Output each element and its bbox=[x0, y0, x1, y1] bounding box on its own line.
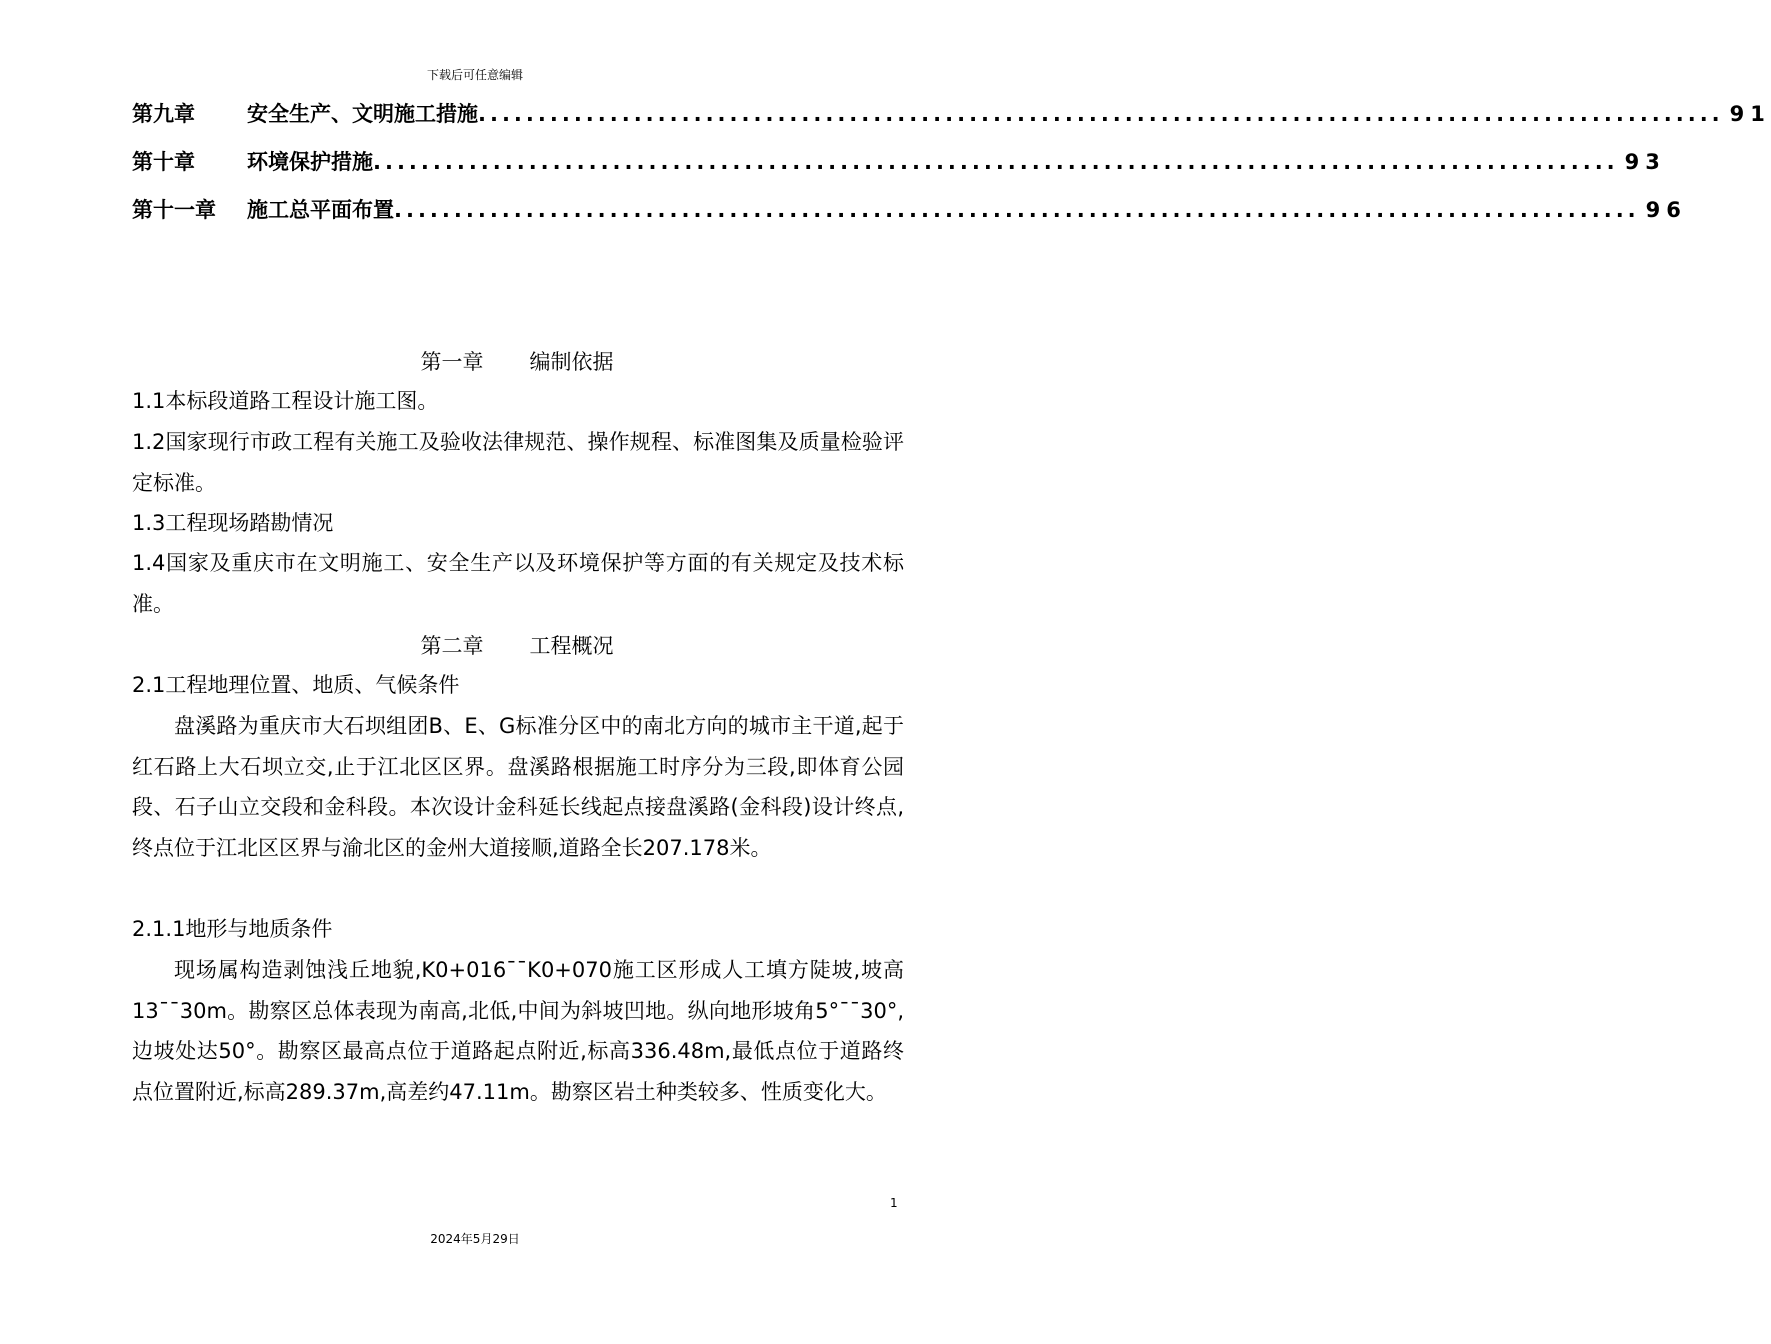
toc-chapter-title: 环境保护措施 bbox=[247, 150, 373, 174]
section-2-1-1-heading: 2.1.1地形与地质条件 bbox=[132, 917, 333, 941]
toc-chapter-title: 施工总平面布置 bbox=[247, 198, 394, 222]
toc-leader-dots: ........................................................................................................ bbox=[394, 198, 1640, 222]
toc-chapter-number: 第九章 bbox=[132, 102, 195, 126]
toc-page-number: 93 bbox=[1624, 150, 1666, 174]
chapter-number: 第一章 bbox=[420, 350, 484, 374]
basis-item-2: 1.2国家现行市政工程有关施工及验收法律规范、操作规程、标准图集及质量检验评定标准。 bbox=[132, 430, 904, 495]
toc-chapter-number: 第十一章 bbox=[132, 198, 216, 222]
toc-entry-chapter-9[interactable] bbox=[132, 98, 1771, 128]
basis-item-3: 1.3工程现场踏勘情况 bbox=[132, 511, 334, 535]
page-footer-date: 2024年5月29日 bbox=[430, 1232, 520, 1246]
page-number: 1 bbox=[890, 1196, 898, 1210]
toc-entry-chapter-10[interactable] bbox=[132, 146, 1666, 176]
chapter-number: 第二章 bbox=[420, 634, 484, 658]
toc-leader-dots: ........................................................................................................ bbox=[478, 102, 1724, 126]
toc-page-number: 91 bbox=[1729, 102, 1771, 126]
toc-leader-dots: ........................................................................................................ bbox=[373, 150, 1619, 174]
section-2-1-paragraph: 盘溪路为重庆市大石坝组团B、E、G标准分区中的南北方向的城市主干道,起于红石路上大石坝立交,止于江北区区界。盘溪路根据施工时序分为三段,即体育公园段、石子山立交段和金科段。本次设计金科延长线起点接盘溪路(金科段)设计终点,终点位于江北区区界与渝北区的金州大道接顺,道路全长207.178米。 bbox=[132, 714, 904, 860]
chapter-1-heading bbox=[132, 346, 902, 376]
basis-item-1: 1.1本标段道路工程设计施工图。 bbox=[132, 389, 439, 413]
section-2-1-1-paragraph: 现场属构造剥蚀浅丘地貌,K0+016¯¯K0+070施工区形成人工填方陡坡,坡高13¯¯30m。勘察区总体表现为南高,北低,中间为斜坡凹地。纵向地形坡角5°¯¯30°,边坡处达50°。勘察区最高点位于道路起点附近,标高336.48m,最低点位于道路终点位置附近,标高289.37m,高差约47.11m。勘察区岩土种类较多、性质变化大。 bbox=[132, 958, 904, 1104]
toc-chapter-title: 安全生产、文明施工措施 bbox=[247, 102, 478, 126]
toc-entry-chapter-11[interactable] bbox=[132, 194, 1687, 224]
chapter-2-heading bbox=[132, 630, 902, 660]
section-2-1-heading: 2.1工程地理位置、地质、气候条件 bbox=[132, 673, 460, 697]
basis-item-4: 1.4国家及重庆市在文明施工、安全生产以及环境保护等方面的有关规定及技术标准。 bbox=[132, 551, 904, 616]
chapter-title: 工程概况 bbox=[529, 634, 614, 658]
page-header: 下载后可任意编辑 bbox=[426, 68, 523, 82]
toc-page-number: 96 bbox=[1645, 198, 1687, 222]
toc-chapter-number: 第十章 bbox=[132, 150, 195, 174]
chapter-title: 编制依据 bbox=[529, 350, 614, 374]
